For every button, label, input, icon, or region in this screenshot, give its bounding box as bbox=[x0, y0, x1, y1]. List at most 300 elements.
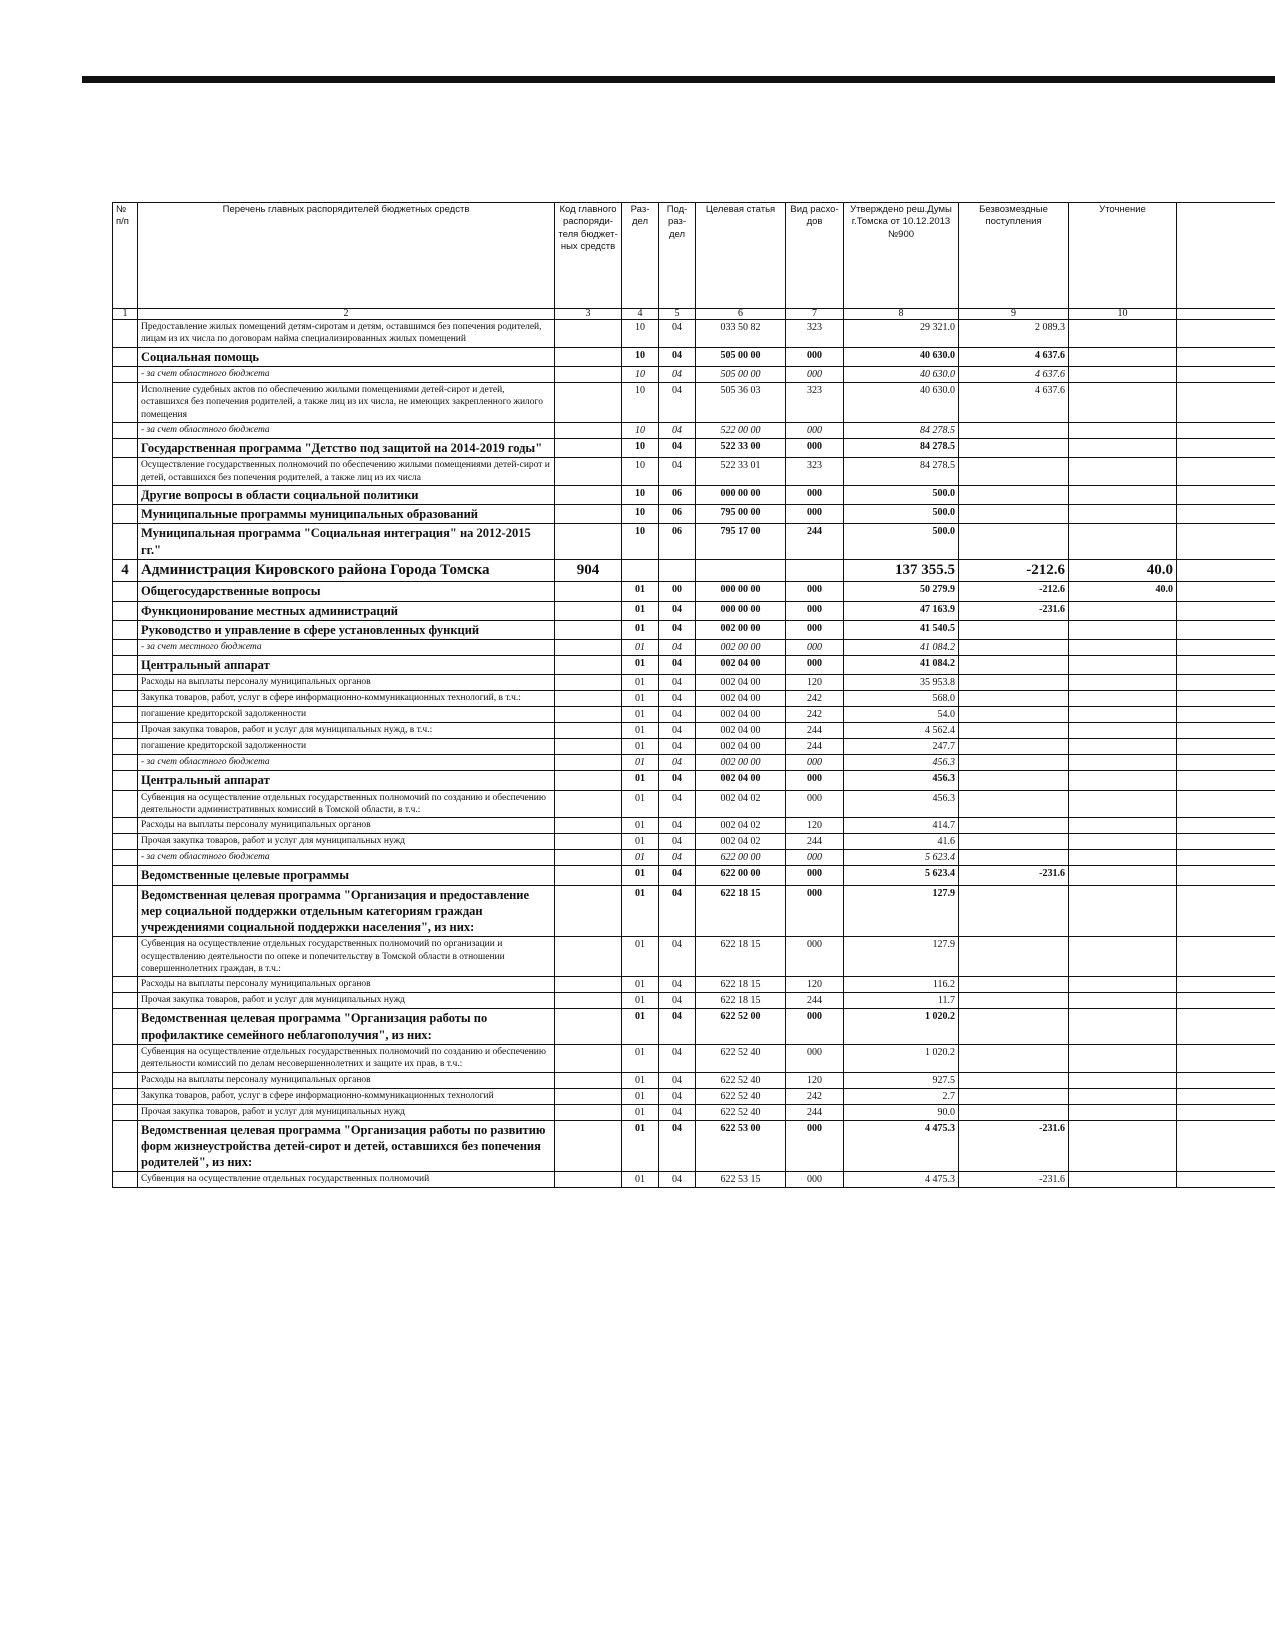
table-row bbox=[113, 1088, 1275, 1104]
cell-podrazdel: 04 bbox=[659, 1120, 696, 1172]
cell-expense: 000 bbox=[786, 582, 844, 601]
cell-razdel: 10 bbox=[622, 422, 659, 438]
cell-extra bbox=[1177, 1009, 1275, 1045]
cell-gratis: -231.6 bbox=[959, 1120, 1069, 1172]
cell-razdel: 01 bbox=[622, 850, 659, 866]
cell-extra bbox=[1177, 559, 1275, 582]
cell-extra bbox=[1177, 993, 1275, 1009]
cell-target: 795 00 00 bbox=[696, 505, 786, 524]
cell-code: 904 bbox=[555, 559, 622, 582]
cell-extra bbox=[1177, 382, 1275, 422]
cell-num bbox=[113, 707, 138, 723]
cell-podrazdel: 04 bbox=[659, 1088, 696, 1104]
cell-name: Расходы на выплаты персоналу муниципальных органов bbox=[138, 1072, 555, 1088]
cell-target: 002 04 00 bbox=[696, 675, 786, 691]
colnum-extra bbox=[1177, 309, 1275, 320]
cell-num bbox=[113, 691, 138, 707]
cell-refine bbox=[1069, 1120, 1177, 1172]
cell-num bbox=[113, 1044, 138, 1072]
cell-gratis bbox=[959, 620, 1069, 639]
cell-refine bbox=[1069, 1088, 1177, 1104]
cell-gratis bbox=[959, 458, 1069, 486]
cell-expense: 244 bbox=[786, 993, 844, 1009]
cell-num bbox=[113, 601, 138, 620]
cell-expense: 000 bbox=[786, 656, 844, 675]
cell-razdel: 01 bbox=[622, 707, 659, 723]
cell-approved: 11.7 bbox=[844, 993, 959, 1009]
cell-refine bbox=[1069, 691, 1177, 707]
cell-refine bbox=[1069, 347, 1177, 366]
cell-approved: 127.9 bbox=[844, 885, 959, 937]
cell-num bbox=[113, 723, 138, 739]
table-row bbox=[113, 656, 1275, 675]
cell-podrazdel: 04 bbox=[659, 1104, 696, 1120]
cell-approved: 500.0 bbox=[844, 524, 959, 560]
cell-target bbox=[696, 559, 786, 582]
header-code: Код главного распоряди- теля бюджет- ных средств bbox=[555, 203, 622, 309]
cell-target: 522 00 00 bbox=[696, 422, 786, 438]
table-row bbox=[113, 458, 1275, 486]
table-row bbox=[113, 366, 1275, 382]
cell-num bbox=[113, 505, 138, 524]
cell-gratis bbox=[959, 850, 1069, 866]
cell-num bbox=[113, 438, 138, 457]
cell-extra bbox=[1177, 771, 1275, 790]
cell-podrazdel: 04 bbox=[659, 1172, 696, 1188]
cell-code bbox=[555, 977, 622, 993]
cell-razdel: 01 bbox=[622, 620, 659, 639]
cell-podrazdel: 04 bbox=[659, 707, 696, 723]
cell-name: Администрация Кировского района Города Томска bbox=[138, 559, 555, 582]
cell-approved: 35 953.8 bbox=[844, 675, 959, 691]
cell-approved: 116.2 bbox=[844, 977, 959, 993]
cell-podrazdel: 04 bbox=[659, 993, 696, 1009]
cell-gratis: -231.6 bbox=[959, 866, 1069, 885]
cell-refine bbox=[1069, 422, 1177, 438]
cell-target: 622 52 40 bbox=[696, 1104, 786, 1120]
cell-target: 505 36 03 bbox=[696, 382, 786, 422]
cell-razdel: 10 bbox=[622, 458, 659, 486]
cell-podrazdel: 04 bbox=[659, 320, 696, 348]
cell-name: Ведомственная целевая программа "Организация работы по развитию форм жизнеустройства детей-сирот и детей, оставшихся без попечения родителей", из них: bbox=[138, 1120, 555, 1172]
table-row bbox=[113, 1104, 1275, 1120]
cell-gratis bbox=[959, 1088, 1069, 1104]
cell-target: 622 52 40 bbox=[696, 1072, 786, 1088]
cell-refine bbox=[1069, 937, 1177, 977]
cell-razdel: 01 bbox=[622, 640, 659, 656]
cell-extra bbox=[1177, 790, 1275, 818]
cell-code bbox=[555, 885, 622, 937]
cell-expense: 242 bbox=[786, 691, 844, 707]
cell-podrazdel: 04 bbox=[659, 850, 696, 866]
cell-gratis: -231.6 bbox=[959, 1172, 1069, 1188]
table-body bbox=[113, 320, 1275, 1188]
cell-gratis bbox=[959, 1072, 1069, 1088]
cell-gratis: 4 637.6 bbox=[959, 382, 1069, 422]
cell-name: Другие вопросы в области социальной политики bbox=[138, 485, 555, 504]
cell-approved: 456.3 bbox=[844, 755, 959, 771]
table-row bbox=[113, 559, 1275, 582]
cell-name: - за счет областного бюджета bbox=[138, 850, 555, 866]
cell-approved: 5 623.4 bbox=[844, 866, 959, 885]
column-number-row bbox=[113, 309, 1275, 320]
cell-podrazdel: 04 bbox=[659, 739, 696, 755]
cell-expense: 000 bbox=[786, 866, 844, 885]
cell-code bbox=[555, 850, 622, 866]
cell-gratis: 4 637.6 bbox=[959, 347, 1069, 366]
cell-code bbox=[555, 601, 622, 620]
cell-code bbox=[555, 723, 622, 739]
cell-podrazdel: 06 bbox=[659, 485, 696, 504]
cell-approved: 84 278.5 bbox=[844, 438, 959, 457]
cell-approved: 414.7 bbox=[844, 818, 959, 834]
cell-extra bbox=[1177, 818, 1275, 834]
cell-gratis bbox=[959, 739, 1069, 755]
cell-approved: 40 630.0 bbox=[844, 347, 959, 366]
cell-expense: 000 bbox=[786, 790, 844, 818]
cell-approved: 41.6 bbox=[844, 834, 959, 850]
cell-target: 000 00 00 bbox=[696, 601, 786, 620]
cell-razdel: 01 bbox=[622, 739, 659, 755]
cell-gratis bbox=[959, 1104, 1069, 1120]
colnum-5: 5 bbox=[659, 309, 696, 320]
cell-expense: 244 bbox=[786, 739, 844, 755]
cell-expense: 323 bbox=[786, 320, 844, 348]
cell-name: Исполнение судебных актов по обеспечению жилыми помещениями детей-сирот и детей, оставшихся без попечения родителей, а также лиц из их числа, не имеющих закрепленного жилого помещения bbox=[138, 382, 555, 422]
cell-extra bbox=[1177, 582, 1275, 601]
cell-code bbox=[555, 320, 622, 348]
cell-podrazdel: 00 bbox=[659, 582, 696, 601]
cell-name: Ведомственная целевая программа "Организация работы по профилактике семейного неблагополучия", из них: bbox=[138, 1009, 555, 1045]
cell-podrazdel: 04 bbox=[659, 620, 696, 639]
table-row bbox=[113, 582, 1275, 601]
cell-refine bbox=[1069, 438, 1177, 457]
cell-extra bbox=[1177, 866, 1275, 885]
cell-podrazdel: 04 bbox=[659, 366, 696, 382]
cell-expense: 000 bbox=[786, 1044, 844, 1072]
cell-expense bbox=[786, 559, 844, 582]
cell-approved: 1 020.2 bbox=[844, 1044, 959, 1072]
cell-code bbox=[555, 771, 622, 790]
cell-podrazdel: 04 bbox=[659, 755, 696, 771]
colnum-2: 2 bbox=[138, 309, 555, 320]
cell-gratis: -212.6 bbox=[959, 582, 1069, 601]
cell-target: 002 04 00 bbox=[696, 707, 786, 723]
cell-razdel: 01 bbox=[622, 834, 659, 850]
table-row bbox=[113, 320, 1275, 348]
cell-podrazdel: 06 bbox=[659, 524, 696, 560]
cell-gratis bbox=[959, 505, 1069, 524]
cell-expense: 244 bbox=[786, 834, 844, 850]
header-name: Перечень главных распорядителей бюджетных средств bbox=[138, 203, 555, 309]
cell-target: 622 18 15 bbox=[696, 937, 786, 977]
cell-razdel: 01 bbox=[622, 675, 659, 691]
cell-refine bbox=[1069, 505, 1177, 524]
table-row bbox=[113, 707, 1275, 723]
cell-podrazdel: 04 bbox=[659, 885, 696, 937]
cell-refine bbox=[1069, 790, 1177, 818]
cell-expense: 000 bbox=[786, 601, 844, 620]
cell-gratis bbox=[959, 524, 1069, 560]
header-gratis: Безвозмездные поступления bbox=[959, 203, 1069, 309]
cell-gratis bbox=[959, 790, 1069, 818]
cell-podrazdel: 04 bbox=[659, 1044, 696, 1072]
cell-razdel: 01 bbox=[622, 1072, 659, 1088]
cell-name: Социальная помощь bbox=[138, 347, 555, 366]
cell-name: Центральный аппарат bbox=[138, 656, 555, 675]
cell-code bbox=[555, 1104, 622, 1120]
cell-refine bbox=[1069, 675, 1177, 691]
cell-code bbox=[555, 366, 622, 382]
table-row bbox=[113, 818, 1275, 834]
cell-podrazdel: 04 bbox=[659, 723, 696, 739]
cell-razdel: 01 bbox=[622, 582, 659, 601]
cell-code bbox=[555, 1072, 622, 1088]
cell-approved: 137 355.5 bbox=[844, 559, 959, 582]
cell-approved: 90.0 bbox=[844, 1104, 959, 1120]
cell-gratis bbox=[959, 656, 1069, 675]
cell-name: Расходы на выплаты персоналу муниципальных органов bbox=[138, 675, 555, 691]
cell-podrazdel: 04 bbox=[659, 818, 696, 834]
cell-num bbox=[113, 524, 138, 560]
cell-razdel: 01 bbox=[622, 866, 659, 885]
cell-code bbox=[555, 1044, 622, 1072]
cell-podrazdel: 04 bbox=[659, 866, 696, 885]
cell-expense: 323 bbox=[786, 458, 844, 486]
table-row bbox=[113, 1044, 1275, 1072]
cell-approved: 50 279.9 bbox=[844, 582, 959, 601]
cell-approved: 1 020.2 bbox=[844, 1009, 959, 1045]
cell-podrazdel: 04 bbox=[659, 347, 696, 366]
cell-podrazdel: 04 bbox=[659, 601, 696, 620]
cell-razdel: 01 bbox=[622, 1172, 659, 1188]
cell-code bbox=[555, 691, 622, 707]
table-row bbox=[113, 723, 1275, 739]
header-expense: Вид расхо- дов bbox=[786, 203, 844, 309]
cell-expense: 000 bbox=[786, 620, 844, 639]
cell-razdel: 01 bbox=[622, 723, 659, 739]
cell-refine bbox=[1069, 866, 1177, 885]
cell-refine bbox=[1069, 601, 1177, 620]
cell-extra bbox=[1177, 366, 1275, 382]
cell-approved: 500.0 bbox=[844, 485, 959, 504]
cell-name: Расходы на выплаты персоналу муниципальных органов bbox=[138, 818, 555, 834]
cell-name: Закупка товаров, работ, услуг в сфере информационно-коммуникационных технологий, в т.ч.: bbox=[138, 691, 555, 707]
cell-extra bbox=[1177, 656, 1275, 675]
cell-razdel: 01 bbox=[622, 977, 659, 993]
cell-razdel: 01 bbox=[622, 755, 659, 771]
cell-code bbox=[555, 937, 622, 977]
cell-target: 002 00 00 bbox=[696, 640, 786, 656]
cell-expense: 120 bbox=[786, 818, 844, 834]
cell-extra bbox=[1177, 1088, 1275, 1104]
cell-refine bbox=[1069, 366, 1177, 382]
cell-refine bbox=[1069, 723, 1177, 739]
colnum-7: 7 bbox=[786, 309, 844, 320]
table-row bbox=[113, 422, 1275, 438]
cell-expense: 120 bbox=[786, 977, 844, 993]
table-row bbox=[113, 739, 1275, 755]
cell-extra bbox=[1177, 977, 1275, 993]
cell-refine bbox=[1069, 640, 1177, 656]
cell-num bbox=[113, 818, 138, 834]
cell-expense: 000 bbox=[786, 1120, 844, 1172]
cell-podrazdel: 04 bbox=[659, 422, 696, 438]
cell-podrazdel: 04 bbox=[659, 640, 696, 656]
cell-code bbox=[555, 818, 622, 834]
cell-refine bbox=[1069, 620, 1177, 639]
cell-razdel: 01 bbox=[622, 1104, 659, 1120]
cell-expense: 000 bbox=[786, 937, 844, 977]
cell-podrazdel: 04 bbox=[659, 937, 696, 977]
cell-name: - за счет областного бюджета bbox=[138, 422, 555, 438]
cell-code bbox=[555, 707, 622, 723]
cell-razdel: 10 bbox=[622, 485, 659, 504]
cell-extra bbox=[1177, 505, 1275, 524]
cell-approved: 41 084.2 bbox=[844, 656, 959, 675]
cell-name: - за счет областного бюджета bbox=[138, 755, 555, 771]
cell-approved: 127.9 bbox=[844, 937, 959, 977]
cell-approved: 84 278.5 bbox=[844, 422, 959, 438]
cell-podrazdel: 06 bbox=[659, 505, 696, 524]
cell-razdel: 01 bbox=[622, 1009, 659, 1045]
cell-num: 4 bbox=[113, 559, 138, 582]
cell-razdel: 10 bbox=[622, 347, 659, 366]
cell-extra bbox=[1177, 755, 1275, 771]
table-row bbox=[113, 347, 1275, 366]
cell-podrazdel: 04 bbox=[659, 691, 696, 707]
table-header-row bbox=[113, 203, 1275, 309]
cell-name: погашение кредиторской задолженности bbox=[138, 739, 555, 755]
cell-code bbox=[555, 524, 622, 560]
cell-approved: 54.0 bbox=[844, 707, 959, 723]
cell-gratis bbox=[959, 675, 1069, 691]
table-row bbox=[113, 866, 1275, 885]
cell-target: 622 00 00 bbox=[696, 866, 786, 885]
header-approved: Утверждено реш.Думы г.Томска от 10.12.2013 №900 bbox=[844, 203, 959, 309]
cell-code bbox=[555, 1088, 622, 1104]
cell-gratis bbox=[959, 723, 1069, 739]
cell-code bbox=[555, 422, 622, 438]
cell-approved: 4 475.3 bbox=[844, 1172, 959, 1188]
cell-refine: 40.0 bbox=[1069, 582, 1177, 601]
cell-num bbox=[113, 755, 138, 771]
cell-podrazdel: 04 bbox=[659, 675, 696, 691]
cell-podrazdel: 04 bbox=[659, 656, 696, 675]
cell-target: 000 00 00 bbox=[696, 582, 786, 601]
header-extra bbox=[1177, 203, 1275, 309]
cell-target: 522 33 00 bbox=[696, 438, 786, 457]
cell-expense: 000 bbox=[786, 885, 844, 937]
cell-name: Государственная программа "Детство под защитой на 2014-2019 годы" bbox=[138, 438, 555, 457]
colnum-8: 8 bbox=[844, 309, 959, 320]
cell-num bbox=[113, 382, 138, 422]
cell-extra bbox=[1177, 347, 1275, 366]
cell-refine bbox=[1069, 1104, 1177, 1120]
cell-num bbox=[113, 640, 138, 656]
table-row bbox=[113, 977, 1275, 993]
cell-extra bbox=[1177, 707, 1275, 723]
cell-razdel: 01 bbox=[622, 937, 659, 977]
cell-code bbox=[555, 993, 622, 1009]
cell-num bbox=[113, 834, 138, 850]
cell-extra bbox=[1177, 1072, 1275, 1088]
cell-gratis bbox=[959, 1009, 1069, 1045]
cell-target: 795 17 00 bbox=[696, 524, 786, 560]
cell-name: Функционирование местных администраций bbox=[138, 601, 555, 620]
cell-target: 622 53 00 bbox=[696, 1120, 786, 1172]
cell-razdel: 01 bbox=[622, 656, 659, 675]
cell-razdel: 10 bbox=[622, 524, 659, 560]
cell-num bbox=[113, 993, 138, 1009]
cell-num bbox=[113, 620, 138, 639]
cell-gratis bbox=[959, 755, 1069, 771]
cell-code bbox=[555, 438, 622, 457]
cell-num bbox=[113, 1072, 138, 1088]
cell-gratis bbox=[959, 438, 1069, 457]
cell-approved: 41 540.5 bbox=[844, 620, 959, 639]
table-row bbox=[113, 505, 1275, 524]
cell-num bbox=[113, 866, 138, 885]
cell-refine bbox=[1069, 382, 1177, 422]
cell-target: 002 04 00 bbox=[696, 691, 786, 707]
cell-approved: 41 084.2 bbox=[844, 640, 959, 656]
cell-extra bbox=[1177, 524, 1275, 560]
cell-extra bbox=[1177, 691, 1275, 707]
table-row bbox=[113, 438, 1275, 457]
cell-name: Закупка товаров, работ, услуг в сфере информационно-коммуникационных технологий bbox=[138, 1088, 555, 1104]
cell-expense: 000 bbox=[786, 771, 844, 790]
cell-gratis bbox=[959, 422, 1069, 438]
table-row bbox=[113, 601, 1275, 620]
cell-approved: 84 278.5 bbox=[844, 458, 959, 486]
cell-name: Прочая закупка товаров, работ и услуг для муниципальных нужд bbox=[138, 993, 555, 1009]
cell-approved: 247.7 bbox=[844, 739, 959, 755]
cell-extra bbox=[1177, 739, 1275, 755]
cell-num bbox=[113, 1104, 138, 1120]
table-row bbox=[113, 485, 1275, 504]
cell-razdel: 01 bbox=[622, 1088, 659, 1104]
cell-code bbox=[555, 640, 622, 656]
cell-gratis bbox=[959, 1044, 1069, 1072]
cell-extra bbox=[1177, 422, 1275, 438]
cell-code bbox=[555, 675, 622, 691]
cell-target: 622 53 15 bbox=[696, 1172, 786, 1188]
cell-num bbox=[113, 1120, 138, 1172]
cell-refine bbox=[1069, 885, 1177, 937]
cell-razdel: 10 bbox=[622, 505, 659, 524]
cell-code bbox=[555, 458, 622, 486]
cell-refine bbox=[1069, 707, 1177, 723]
cell-razdel: 01 bbox=[622, 993, 659, 1009]
cell-approved: 456.3 bbox=[844, 771, 959, 790]
cell-refine bbox=[1069, 1172, 1177, 1188]
cell-name: Субвенция на осуществление отдельных государственных полномочий bbox=[138, 1172, 555, 1188]
cell-extra bbox=[1177, 601, 1275, 620]
cell-code bbox=[555, 790, 622, 818]
cell-code bbox=[555, 620, 622, 639]
table-row bbox=[113, 790, 1275, 818]
cell-extra bbox=[1177, 485, 1275, 504]
table-row bbox=[113, 1120, 1275, 1172]
cell-expense: 323 bbox=[786, 382, 844, 422]
cell-extra bbox=[1177, 458, 1275, 486]
cell-target: 622 52 40 bbox=[696, 1044, 786, 1072]
cell-expense: 120 bbox=[786, 675, 844, 691]
cell-expense: 000 bbox=[786, 850, 844, 866]
cell-target: 002 00 00 bbox=[696, 620, 786, 639]
cell-num bbox=[113, 366, 138, 382]
